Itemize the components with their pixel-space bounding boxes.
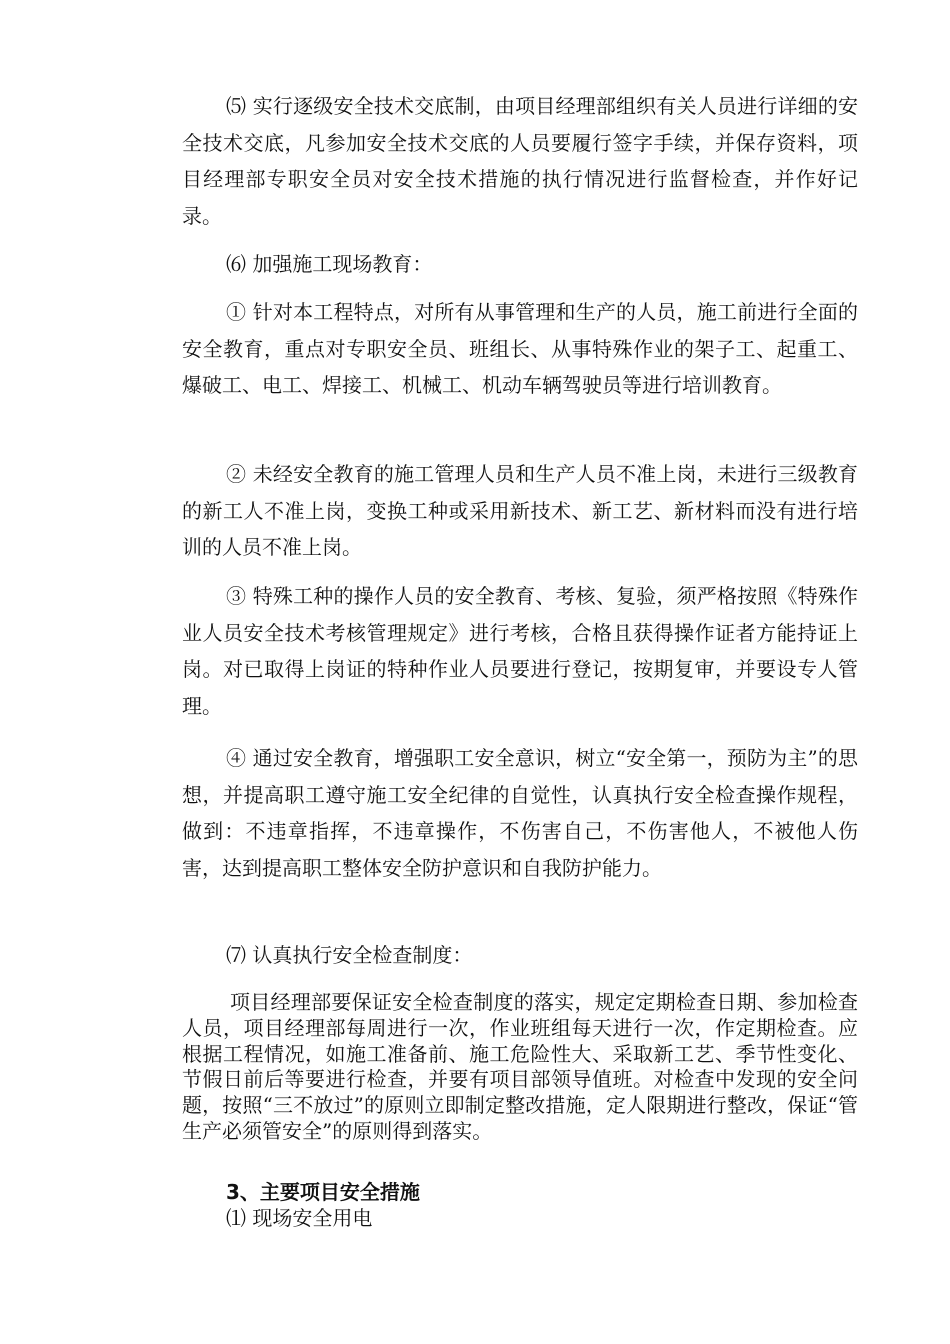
- sub-heading: ⑴ 现场安全用电: [226, 1206, 373, 1230]
- paragraph-5: ⑸ 实行逐级安全技术交底制，由项目经理部组织有关人员进行详细的安全技术交底，凡参加安全技术交底的人员要履行签字手续，并保存资料，项目经理部专职安全员对安全技术措施的执行情况进行监督检查，并作好记录。: [182, 94, 858, 228]
- paragraph-6-item-3: ③ 特殊工种的操作人员的安全教育、考核、复验，须严格按照《特殊作业人员安全技术考核管理规定》进行考核，合格且获得操作证者方能持证上岗。对已取得上岗证的特种作业人员要进行登记，按期复审，并要设专人管理。: [182, 584, 858, 718]
- paragraph-6-item-4: ④ 通过安全教育，增强职工安全意识，树立“安全第一，预防为主”的思想，并提高职工遵守施工安全纪律的自觉性，认真执行安全检查操作规程，做到：不违章指挥，不违章操作，不伤害自己，不伤害他人，不被他人伤害，达到提高职工整体安全防护意识和自我防护能力。: [182, 746, 858, 880]
- paragraph-6-item-2: ② 未经安全教育的施工管理人员和生产人员不准上岗，未进行三级教育的新工人不准上岗，变换工种或采用新技术、新工艺、新材料而没有进行培训的人员不准上岗。: [182, 462, 858, 559]
- paragraph-7-heading: ⑺ 认真执行安全检查制度：: [226, 943, 473, 967]
- paragraph-7-body: 项目经理部要保证安全检查制度的落实，规定定期检查日期、参加检查人员，项目经理部每周进行一次，作业班组每天进行一次，作定期检查。应根据工程情况，如施工准备前、施工危险性大、采取新工艺、季节性变化、节假日前后等要进行检查，并要有项目部领导值班。对检查中发现的安全问题，按照“三不放过”的原则立即制定整改措施，定人限期进行整改，保证“管生产必须管安全”的原则得到落实。: [182, 990, 858, 1143]
- paragraph-6-heading: ⑹ 加强施工现场教育：: [226, 252, 433, 276]
- section-heading: 3、主要项目安全措施: [226, 1180, 420, 1204]
- paragraph-6-item-1: ① 针对本工程特点，对所有从事管理和生产的人员，施工前进行全面的安全教育，重点对专职安全员、班组长、从事特殊作业的架子工、起重工、爆破工、电工、焊接工、机械工、机动车辆驾驶员等进行培训教育。: [182, 300, 858, 397]
